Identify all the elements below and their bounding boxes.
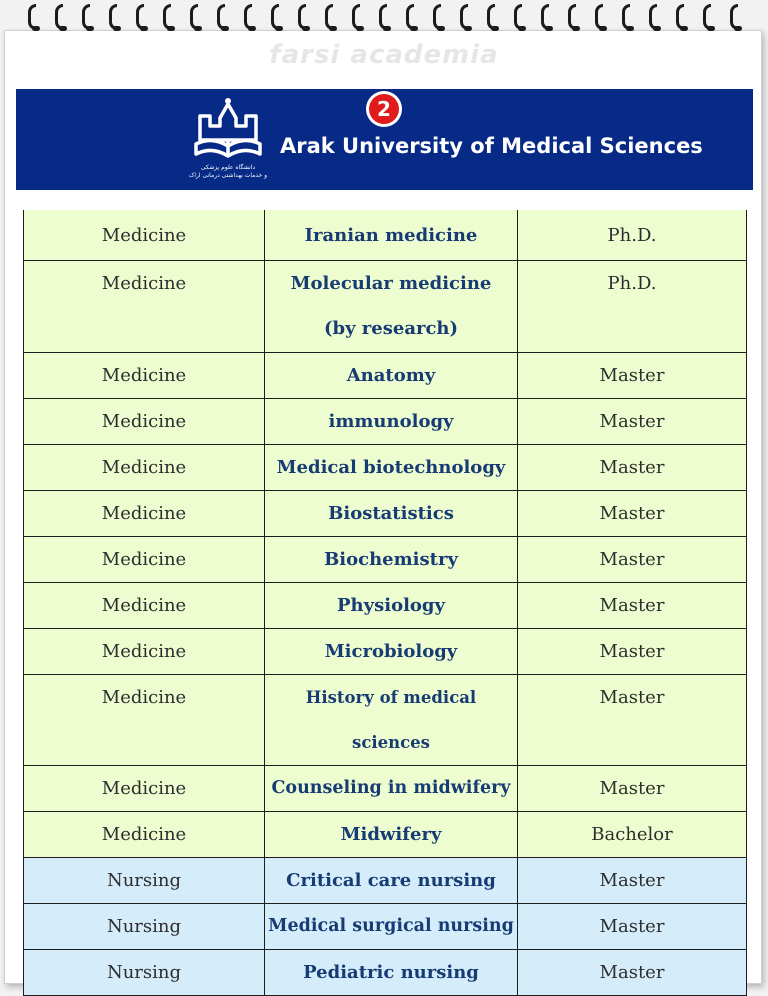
degree-cell: Master xyxy=(518,582,747,628)
watermark-text: farsi academia xyxy=(269,40,499,70)
binding-ring xyxy=(622,4,630,30)
table-row xyxy=(24,260,747,352)
programs-table xyxy=(23,210,747,996)
program-cell: Medical biotechnology xyxy=(265,444,518,490)
binding-ring xyxy=(217,4,225,30)
faculty-cell: Medicine xyxy=(24,444,265,490)
binding-ring xyxy=(676,4,684,30)
program-cell: Iranian medicine xyxy=(265,210,518,260)
table-row xyxy=(24,811,747,857)
binding-ring xyxy=(55,4,63,30)
degree-cell: Master xyxy=(518,490,747,536)
faculty-cell: Medicine xyxy=(24,210,265,260)
binding-ring xyxy=(136,4,144,30)
degree-cell: Ph.D. xyxy=(518,210,747,260)
binding-ring xyxy=(379,4,387,30)
binding-ring xyxy=(190,4,198,30)
binding-ring xyxy=(109,4,117,30)
page-number-badge xyxy=(366,91,402,127)
binding-ring xyxy=(298,4,306,30)
program-cell: Counseling in midwifery xyxy=(265,765,518,811)
university-title: Arak University of Medical Sciences xyxy=(280,134,703,158)
binding-ring xyxy=(163,4,171,30)
program-cell: Anatomy xyxy=(265,352,518,398)
program-cell: History of medical sciences xyxy=(265,674,518,765)
faculty-cell: Medicine xyxy=(24,260,265,352)
program-cell: Midwifery xyxy=(265,811,518,857)
logo-caption-line: دانشگاه علوم پزشکی xyxy=(200,164,256,171)
university-logo-icon xyxy=(190,96,266,166)
faculty-cell: Medicine xyxy=(24,674,265,765)
binding-ring xyxy=(433,4,441,30)
program-cell: Biochemistry xyxy=(265,536,518,582)
table-row xyxy=(24,210,747,260)
page-number: 2 xyxy=(369,94,399,124)
faculty-cell: Nursing xyxy=(24,903,265,949)
program-cell: Medical surgical nursing xyxy=(265,903,518,949)
table-row xyxy=(24,582,747,628)
degree-cell: Master xyxy=(518,857,747,903)
table-row xyxy=(24,674,747,765)
spiral-binding xyxy=(0,0,768,34)
binding-ring xyxy=(514,4,522,30)
binding-ring xyxy=(487,4,495,30)
table-row xyxy=(24,352,747,398)
faculty-cell: Medicine xyxy=(24,765,265,811)
program-cell: Microbiology xyxy=(265,628,518,674)
faculty-cell: Medicine xyxy=(24,398,265,444)
program-line: Molecular medicine xyxy=(290,272,492,294)
binding-ring xyxy=(325,4,333,30)
degree-cell: Master xyxy=(518,765,747,811)
degree-cell: Master xyxy=(518,628,747,674)
faculty-cell: Medicine xyxy=(24,536,265,582)
degree-cell: Master xyxy=(518,674,747,765)
degree-cell: Ph.D. xyxy=(518,260,747,352)
degree-cell: Master xyxy=(518,949,747,995)
table-row xyxy=(24,857,747,903)
program-cell: Biostatistics xyxy=(265,490,518,536)
program-cell: Critical care nursing xyxy=(265,857,518,903)
logo-caption-line: و خدمات بهداشتی درمانی اراک xyxy=(188,172,268,179)
binding-ring xyxy=(568,4,576,30)
program-cell: Pediatric nursing xyxy=(265,949,518,995)
binding-ring xyxy=(406,4,414,30)
table-row xyxy=(24,628,747,674)
table-row xyxy=(24,765,747,811)
logo-caption xyxy=(176,164,280,180)
degree-cell: Master xyxy=(518,903,747,949)
table-row xyxy=(24,444,747,490)
degree-cell: Master xyxy=(518,444,747,490)
binding-ring xyxy=(352,4,360,30)
table-row xyxy=(24,949,747,995)
degree-cell: Master xyxy=(518,352,747,398)
table-row xyxy=(24,903,747,949)
binding-ring xyxy=(595,4,603,30)
table-row xyxy=(24,536,747,582)
binding-ring xyxy=(649,4,657,30)
faculty-cell: Medicine xyxy=(24,582,265,628)
faculty-cell: Medicine xyxy=(24,490,265,536)
faculty-cell: Medicine xyxy=(24,352,265,398)
faculty-cell: Medicine xyxy=(24,811,265,857)
binding-ring xyxy=(271,4,279,30)
program-line: (by research) xyxy=(323,317,459,339)
faculty-cell: Nursing xyxy=(24,857,265,903)
table-row xyxy=(24,398,747,444)
degree-cell: Master xyxy=(518,536,747,582)
binding-ring xyxy=(703,4,711,30)
binding-ring xyxy=(541,4,549,30)
program-cell: immunology xyxy=(265,398,518,444)
binding-ring xyxy=(28,4,36,30)
degree-cell: Master xyxy=(518,398,747,444)
binding-ring xyxy=(244,4,252,30)
faculty-cell: Medicine xyxy=(24,628,265,674)
binding-ring xyxy=(82,4,90,30)
binding-ring xyxy=(730,4,738,30)
faculty-cell: Nursing xyxy=(24,949,265,995)
program-cell: Physiology xyxy=(265,582,518,628)
degree-cell: Bachelor xyxy=(518,811,747,857)
program-cell xyxy=(265,260,518,352)
binding-ring xyxy=(460,4,468,30)
table-row xyxy=(24,490,747,536)
